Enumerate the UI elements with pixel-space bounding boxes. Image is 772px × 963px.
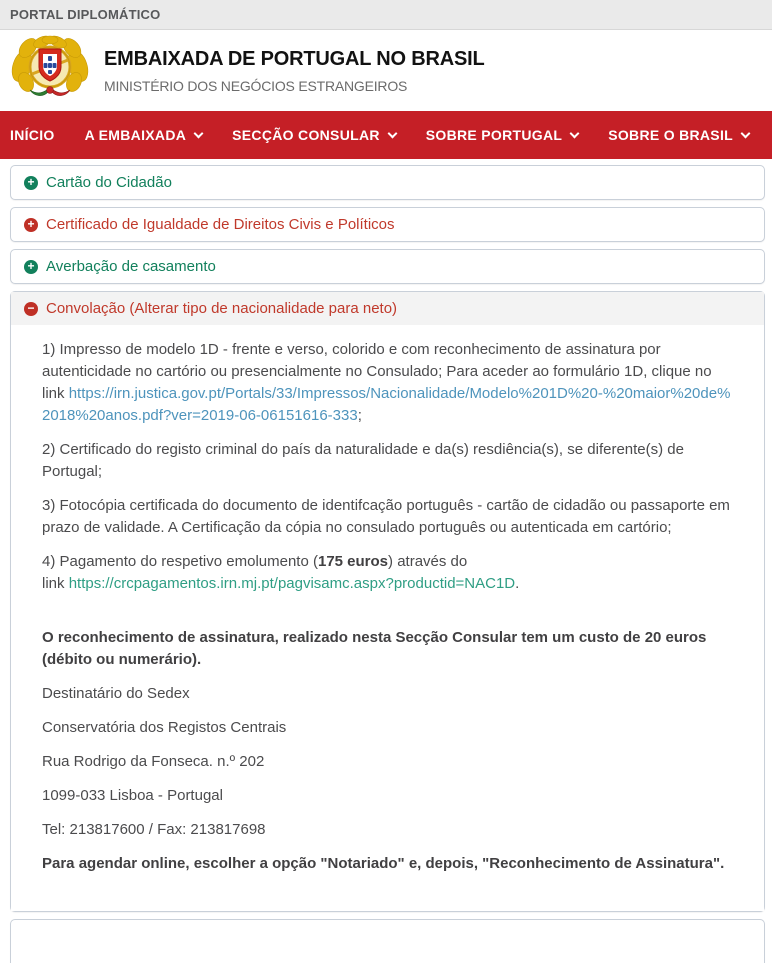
panel-paragraph: 2) Certificado do registo criminal do país da naturalidade e da(s) resdiência(s), se diferente(s) de Portugal; [42, 441, 684, 480]
chevron-down-icon [387, 129, 397, 139]
nav-item-label: SOBRE O BRASIL [608, 127, 733, 143]
portal-bar-label: PORTAL DIPLOMÁTICO [10, 7, 161, 22]
main-nav [0, 111, 772, 159]
panel-paragraph [42, 853, 734, 875]
bold-text: O reconhecimento de assinatura, realizado nesta Secção Consular tem um custo de 20 euros (débito ou numerário). [42, 629, 707, 668]
accordion-item-label: Averbação de casamento [46, 258, 216, 275]
panel-paragraph: Conservatória dos Registos Centrais [42, 719, 287, 736]
panel-paragraph: 1) Impresso de modelo 1D - frente e verso, colorido e com reconhecimento de assinatura por autenticidade no cartório ou presencialmente no Consulado; Para aceder ao formulário 1D, clique no link https://irn.justica.gov.pt/Portals/33/Impressos/Nacionalidade/Modelo%201D%20-%20maior%20de%2018%20anos.pdf?ver=2019-06-06151616-333; [42, 341, 731, 424]
panel-paragraph [42, 627, 734, 671]
chevron-down-icon [741, 129, 751, 139]
accordion-header-cartao-do-cidadao[interactable] [11, 166, 764, 199]
nav-item-label: A EMBAIXADA [84, 127, 187, 143]
page-subtitle: MINISTÉRIO DOS NEGÓCIOS ESTRANGEIROS [104, 77, 408, 94]
bold-text: Para agendar online, escolher a opção "Notariado" e, depois, "Reconhecimento de Assinatura". [42, 855, 725, 872]
plus-circle-icon: + [24, 218, 38, 232]
plus-circle-icon: + [24, 260, 38, 274]
minus-circle-icon: − [24, 302, 38, 316]
chevron-down-icon [194, 129, 204, 139]
accordion-item-partial[interactable] [10, 919, 765, 963]
portal-bar [0, 0, 772, 30]
paragraph-spacer [42, 607, 734, 627]
payment-link[interactable]: https://crcpagamentos.irn.mj.pt/pagvisamc.aspx?productid=NAC1D [68, 575, 516, 592]
panel-paragraph: Destinatário do Sedex [42, 685, 190, 702]
nav-item-label: SOBRE PORTUGAL [425, 127, 563, 143]
nav-item-inicio[interactable] [10, 127, 55, 143]
site-header [0, 30, 772, 111]
accordion-item-label: Cartão do Cidadão [46, 174, 172, 191]
nav-item-label: INÍCIO [10, 127, 55, 143]
nav-item-sobre-portugal[interactable] [426, 127, 578, 143]
form-1d-link[interactable]: https://irn.justica.gov.pt/Portals/33/Impressos/Nacionalidade/Modelo%201D%20-%20maior%20de%2018%20anos.pdf?ver=2019-06-06151616-333 [42, 385, 731, 424]
panel-paragraph: 4) Pagamento do respetivo emolumento (175 euros) através do link https://crcpagamentos.irn.mj.pt/pagvisamc.aspx?productid=NAC1D. [42, 553, 520, 592]
accordion-item-label: Certificado de Igualdade de Direitos Civis e Políticos [46, 216, 395, 233]
accordion-item-label: Convolação (Alterar tipo de nacionalidade para neto) [46, 300, 398, 317]
nav-item-a-embaixada[interactable] [85, 127, 203, 143]
accordion-item-cartao-do-cidadao [10, 165, 765, 200]
plus-circle-icon: + [24, 176, 38, 190]
accordion-item-averbacao-de-casamento [10, 249, 765, 284]
accordion-header-convolacao-alterar-tipo-de[interactable] [11, 292, 764, 325]
chevron-down-icon [570, 129, 580, 139]
panel-paragraph: 1099-033 Lisboa - Portugal [42, 787, 223, 804]
accordion-header-certificado-de-igualdade-de[interactable] [11, 208, 764, 241]
panel-paragraph: Rua Rodrigo da Fonseca. n.º 202 [42, 753, 265, 770]
accordion-panel [11, 325, 764, 911]
nav-item-label: SECÇÃO CONSULAR [232, 127, 380, 143]
accordion-list [0, 159, 772, 963]
accordion-header-averbacao-de-casamento[interactable] [11, 250, 764, 283]
portugal-coat-of-arms-logo[interactable] [8, 36, 92, 106]
nav-item-seccao-consular[interactable] [232, 127, 396, 143]
panel-paragraph: 3) Fotocópia certificada do documento de identifcação português - cartão de cidadão ou passaporte em prazo de validade. A Certificação da cópia no consulado português ou autenticada em cartório; [42, 497, 730, 536]
accordion-item-convolacao-alterar-tipo-de [10, 291, 765, 912]
accordion-item-certificado-de-igualdade-de [10, 207, 765, 242]
nav-item-sobre-o-brasil[interactable] [608, 127, 749, 143]
page-title: EMBAIXADA DE PORTUGAL NO BRASIL [104, 47, 485, 70]
panel-paragraph: Tel: 213817600 / Fax: 213817698 [42, 821, 266, 838]
bold-text: 175 euros [317, 553, 389, 570]
